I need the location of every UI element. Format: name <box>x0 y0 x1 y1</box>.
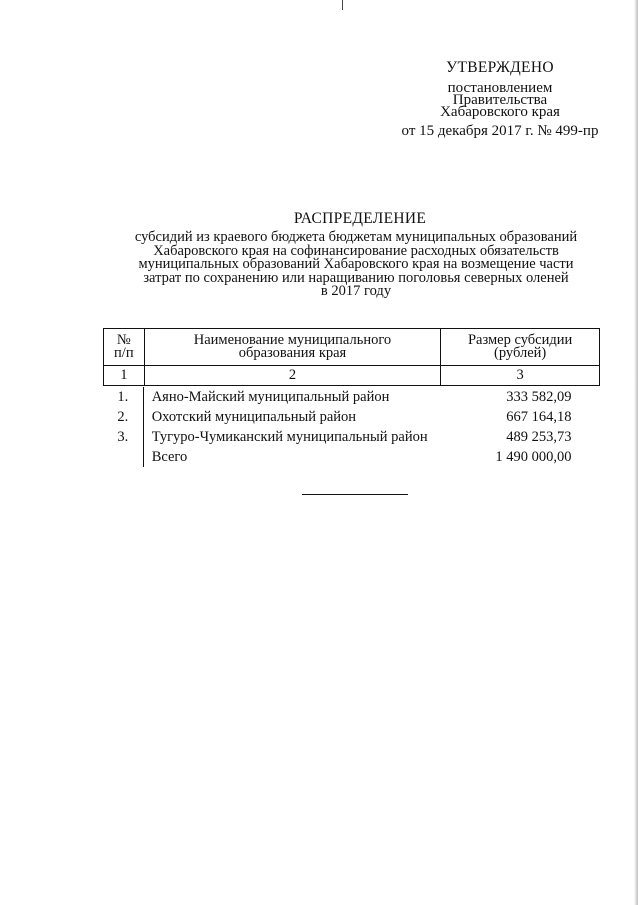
header-name-line-2: образования края <box>238 345 347 361</box>
column-number-row <box>104 366 600 386</box>
total-label: Всего <box>151 449 188 465</box>
table-row <box>103 427 600 447</box>
table-row <box>103 407 600 427</box>
table-body <box>103 387 600 467</box>
subtitle-line: затрат по сохранению или наращиванию поголовья северных оленей <box>143 269 569 286</box>
header-amount <box>441 329 600 366</box>
row-name: Охотский муниципальный район <box>151 409 357 425</box>
header-number <box>104 329 145 366</box>
column-number: 2 <box>144 366 441 386</box>
row-amount: 489 253,73 <box>506 429 572 445</box>
table-header <box>103 328 600 386</box>
document-title: РАСПРЕДЕЛЕНИЕ <box>293 210 427 227</box>
subtitle-line: муниципальных образований Хабаровского края на возмещение части <box>138 256 574 272</box>
header-number-line-1: № <box>116 332 131 348</box>
approval-date-number: от 15 декабря 2017 г. № 499-пр <box>401 123 599 139</box>
column-number: 1 <box>104 366 145 386</box>
row-number: 1. <box>103 387 143 407</box>
approval-line-3: Хабаровского края <box>440 104 560 120</box>
approval-line-1: постановлением <box>447 80 553 96</box>
header-row <box>104 329 600 366</box>
table-row <box>103 387 600 407</box>
total-row <box>103 447 600 467</box>
column-number: 3 <box>441 366 600 386</box>
approval-line-2: Правительства <box>452 92 548 108</box>
total-amount: 1 490 000,00 <box>495 449 572 465</box>
row-name: Аяно-Майский муниципальный район <box>151 389 390 405</box>
row-number: 2. <box>103 407 143 427</box>
subtitle-line: Хабаровского края на софинансирование расходных обязательств <box>153 242 559 259</box>
total-number <box>103 447 143 467</box>
subtitle-line: субсидий из краевого бюджета бюджетам муниципальных образований <box>134 229 578 245</box>
row-amount: 333 582,09 <box>506 389 572 405</box>
header-number-line-2: п/п <box>114 345 134 361</box>
subtitle-line: в 2017 году <box>320 283 392 299</box>
document-subtitle <box>60 231 638 299</box>
header-amount-line-1: Размер субсидии <box>467 332 573 348</box>
row-amount: 667 164,18 <box>506 409 572 425</box>
header-amount-line-2: (рублей) <box>494 345 547 361</box>
approval-heading: УТВЕРЖДЕНО <box>446 59 554 76</box>
closing-divider <box>302 494 408 495</box>
row-number: 3. <box>103 427 143 447</box>
header-name-line-1: Наименование муниципального <box>193 332 392 348</box>
header-name <box>144 329 441 366</box>
row-name: Тугуро-Чумиканский муниципальный район <box>151 429 428 445</box>
scan-edge <box>634 0 638 905</box>
scan-mark <box>342 0 343 10</box>
